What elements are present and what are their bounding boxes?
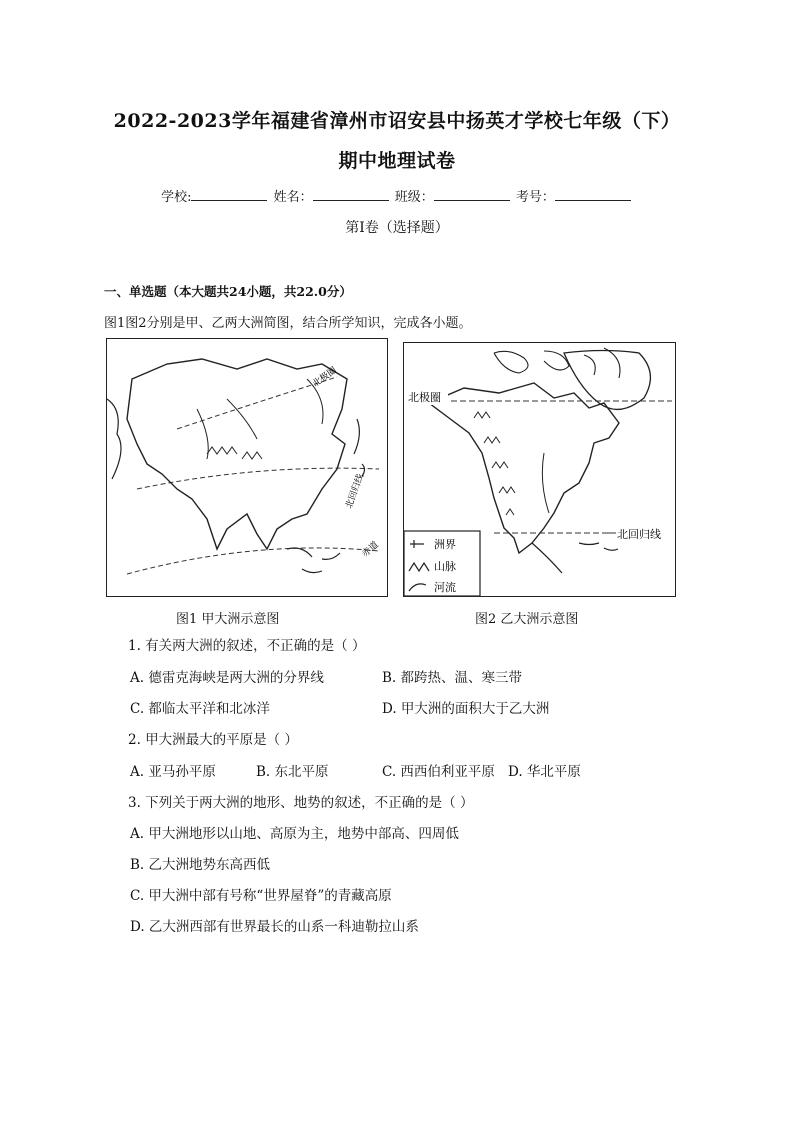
student-info-line [0,186,794,205]
central-america [532,543,618,573]
continent-coastline [429,383,619,553]
equator-label: 赤道 [360,540,381,560]
class-label: 班级： [394,190,434,205]
north-america-map-drawing [404,343,675,596]
islands [354,419,365,476]
q2-option-a[interactable]: A. 亚马孙平原 [130,764,216,780]
asia-map-drawing [107,339,387,596]
mississippi-river [542,453,549,513]
q1-option-a[interactable]: A. 德雷克海峡是两大洲的分界线 [130,670,324,686]
q2-option-d[interactable]: D. 华北平原 [508,764,581,780]
europe-edge [107,399,121,479]
question-2-stem: 2. 甲大洲最大的平原是（ ） [128,732,298,748]
class-blank [434,188,510,201]
q3-option-a[interactable]: A. 甲大洲地形以山地、高原为主，地势中部高、四周低 [130,826,459,842]
exam-no-blank [555,188,631,201]
river [227,399,257,439]
legend-boundary-label: 洲界 [434,538,456,551]
legend-river-label: 河流 [434,581,456,594]
question-3-stem: 3. 下列关于两大洲的地形、地势的叙述，不正确的是（ ） [128,795,474,811]
q2-option-c[interactable]: C. 西西伯利亚平原 [382,764,495,780]
equator-line [127,548,379,574]
name-label: 姓名： [273,190,313,205]
arctic-label: 北极圈 [310,365,339,390]
q1-option-d[interactable]: D. 甲大洲的面积大于乙大洲 [382,701,550,717]
q2-option-b[interactable]: B. 东北平原 [256,764,329,780]
map1-caption: 图1 甲大洲示意图 [176,612,280,627]
tropic-label: 北回归线 [617,528,661,541]
question-intro: 图1图2分别是甲、乙两大洲简图，结合所学知识，完成各小题。 [104,316,472,331]
north-america-map [403,342,676,597]
school-blank [191,188,267,201]
map2-caption: 图2 乙大洲示意图 [475,612,579,627]
section-heading: 一、单选题（本大题共24小题，共22.0分） [104,284,352,299]
tropic-label: 北回归线 [344,472,367,511]
question-1-stem: 1. 有关两大洲的叙述，不正确的是（ ） [128,638,366,654]
q3-option-d[interactable]: D. 乙大洲西部有世界最长的山系一科迪勒拉山系 [130,919,419,935]
islands [287,548,340,573]
q1-option-b[interactable]: B. 都跨热、温、寒三带 [382,670,523,686]
exam-title-line1: 2022-2023学年福建省漳州市诏安县中扬英才学校七年级（下） [113,110,681,132]
q3-option-b[interactable]: B. 乙大洲地势东高西低 [130,857,271,873]
arctic-label: 北极圈 [408,391,441,404]
arctic-islands [494,348,620,378]
q1-option-c[interactable]: C. 都临太平洋和北冰洋 [130,701,270,717]
volume-heading: 第I卷（选择题） [345,220,449,236]
exam-title-line2: 期中地理试卷 [338,150,456,172]
legend-mountain-label: 山脉 [434,560,456,573]
mountain-range [207,447,262,459]
asia-map [106,338,388,597]
school-label: 学校: [161,190,192,205]
q3-option-c[interactable]: C. 甲大洲中部有号称“世界屋脊”的青藏高原 [130,888,392,904]
exam-no-label: 考号： [515,190,555,205]
name-blank [313,188,389,201]
river [197,409,208,459]
